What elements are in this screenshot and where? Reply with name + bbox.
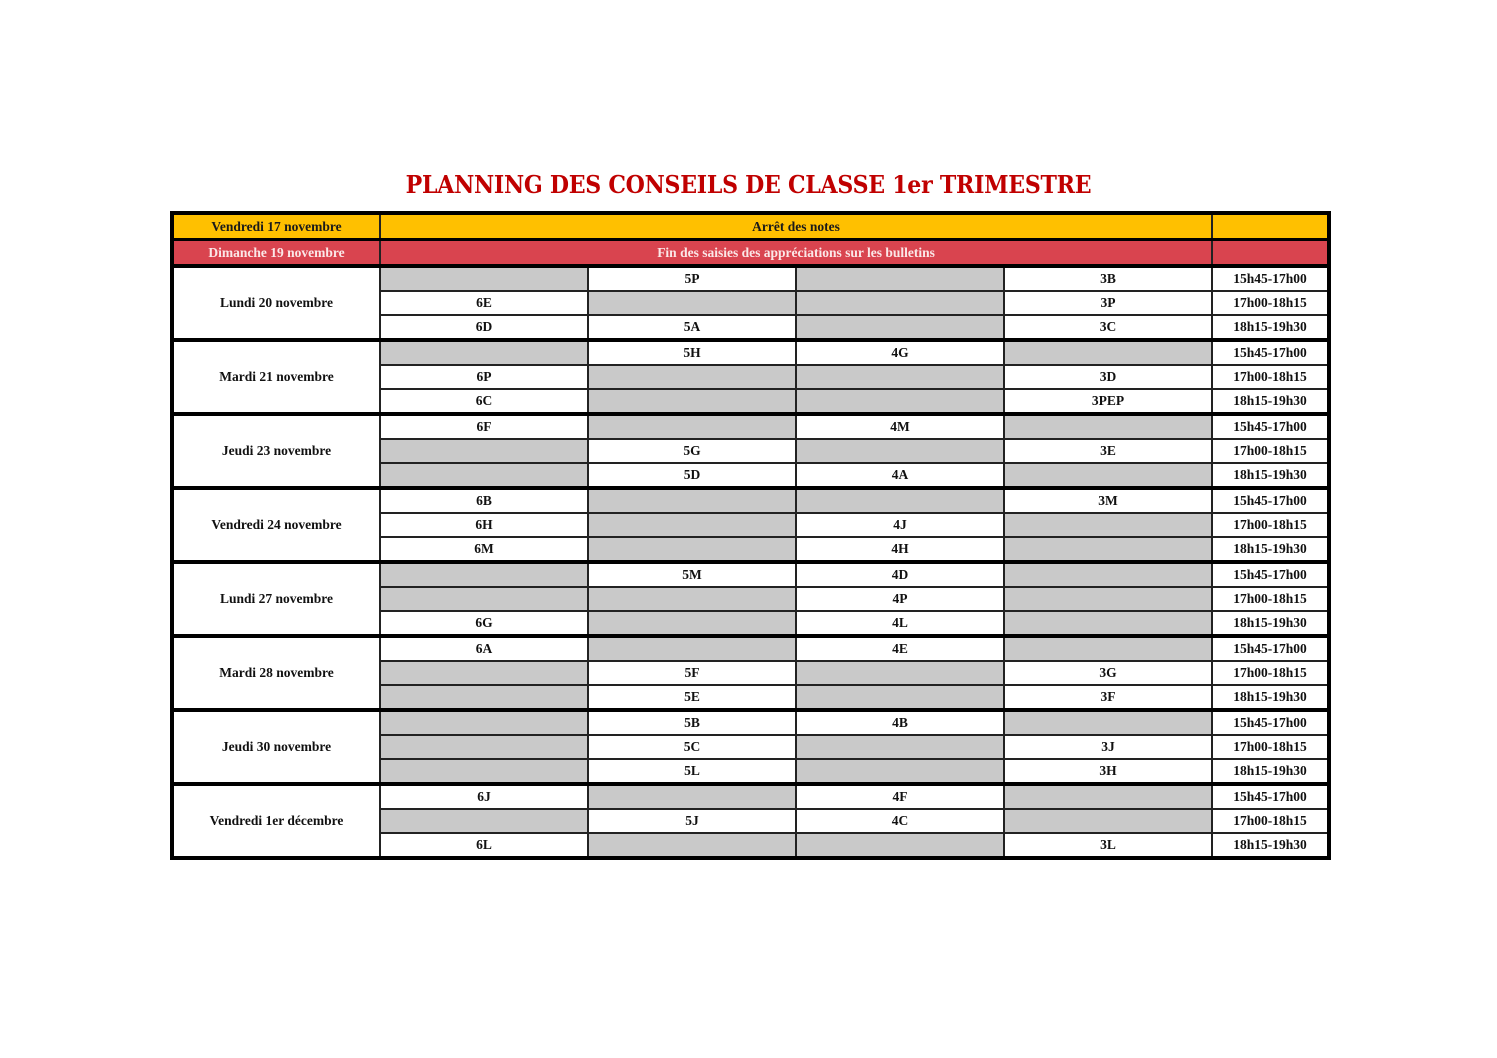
- empty-cell: [796, 735, 1004, 759]
- time-slot: 17h00-18h15: [1212, 439, 1329, 463]
- class-cell: 3B: [1004, 266, 1212, 291]
- empty-cell: [380, 735, 588, 759]
- time-slot: 15h45-17h00: [1212, 784, 1329, 809]
- schedule-row: [172, 710, 1329, 735]
- event-row: [172, 213, 1329, 240]
- schedule-row: [172, 562, 1329, 587]
- day-label-text: Lundi 20 novembre: [219, 295, 334, 310]
- empty-cell: [380, 562, 588, 587]
- empty-cell: [796, 488, 1004, 513]
- empty-cell: [588, 636, 796, 661]
- time-slot: 17h00-18h15: [1212, 661, 1329, 685]
- empty-cell: [796, 685, 1004, 710]
- time-slot: 17h00-18h15: [1212, 513, 1329, 537]
- empty-cell: [796, 291, 1004, 315]
- event-row: [172, 240, 1329, 267]
- empty-cell: [380, 340, 588, 365]
- class-cell: 5L: [588, 759, 796, 784]
- day-label-text: Vendredi 1er décembre: [209, 813, 344, 828]
- class-cell: 3L: [1004, 833, 1212, 858]
- empty-cell: [1004, 513, 1212, 537]
- empty-cell: [588, 587, 796, 611]
- event-time-empty: [1212, 213, 1329, 240]
- empty-cell: [1004, 710, 1212, 735]
- class-cell: 5C: [588, 735, 796, 759]
- empty-cell: [588, 784, 796, 809]
- class-cell: 4D: [796, 562, 1004, 587]
- day-label: [172, 636, 380, 710]
- empty-cell: [380, 439, 588, 463]
- empty-cell: [1004, 809, 1212, 833]
- empty-cell: [588, 611, 796, 636]
- class-cell: 5P: [588, 266, 796, 291]
- class-cell: 3D: [1004, 365, 1212, 389]
- class-cell: 6E: [380, 291, 588, 315]
- empty-cell: [380, 266, 588, 291]
- event-label: Fin des saisies des appréciations sur les bulletins: [380, 240, 1212, 267]
- time-slot: 17h00-18h15: [1212, 291, 1329, 315]
- class-cell: 4F: [796, 784, 1004, 809]
- class-cell: 5J: [588, 809, 796, 833]
- day-label: [172, 266, 380, 340]
- class-cell: 4J: [796, 513, 1004, 537]
- empty-cell: [380, 809, 588, 833]
- time-slot: 18h15-19h30: [1212, 833, 1329, 858]
- class-cell: 6P: [380, 365, 588, 389]
- day-label: [172, 710, 380, 784]
- empty-cell: [1004, 414, 1212, 439]
- empty-cell: [1004, 784, 1212, 809]
- empty-cell: [588, 833, 796, 858]
- empty-cell: [1004, 340, 1212, 365]
- class-cell: 5D: [588, 463, 796, 488]
- empty-cell: [588, 414, 796, 439]
- day-label: [172, 562, 380, 636]
- class-cell: 6H: [380, 513, 588, 537]
- class-cell: 5H: [588, 340, 796, 365]
- class-cell: 6A: [380, 636, 588, 661]
- time-slot: 17h00-18h15: [1212, 809, 1329, 833]
- day-label-text: Mardi 28 novembre: [219, 665, 334, 680]
- schedule-row: [172, 488, 1329, 513]
- class-cell: 4P: [796, 587, 1004, 611]
- time-slot: 17h00-18h15: [1212, 587, 1329, 611]
- empty-cell: [588, 389, 796, 414]
- time-slot: 17h00-18h15: [1212, 365, 1329, 389]
- time-slot: 15h45-17h00: [1212, 488, 1329, 513]
- empty-cell: [1004, 537, 1212, 562]
- event-time-empty: [1212, 240, 1329, 267]
- class-cell: 3E: [1004, 439, 1212, 463]
- empty-cell: [796, 389, 1004, 414]
- empty-cell: [380, 463, 588, 488]
- time-slot: 15h45-17h00: [1212, 266, 1329, 291]
- empty-cell: [1004, 636, 1212, 661]
- class-cell: 6L: [380, 833, 588, 858]
- empty-cell: [1004, 562, 1212, 587]
- page-title: PLANNING DES CONSEILS DE CLASSE 1er TRIMESTRE: [405, 170, 1092, 199]
- day-label-text: Lundi 27 novembre: [219, 591, 334, 606]
- class-cell: 4M: [796, 414, 1004, 439]
- empty-cell: [1004, 611, 1212, 636]
- empty-cell: [588, 291, 796, 315]
- empty-cell: [796, 365, 1004, 389]
- day-label: [172, 488, 380, 562]
- empty-cell: [588, 365, 796, 389]
- time-slot: 18h15-19h30: [1212, 315, 1329, 340]
- time-slot: 15h45-17h00: [1212, 710, 1329, 735]
- day-label-text: Jeudi 23 novembre: [221, 443, 332, 458]
- empty-cell: [1004, 587, 1212, 611]
- class-cell: 6D: [380, 315, 588, 340]
- time-slot: 18h15-19h30: [1212, 537, 1329, 562]
- class-cell: 3F: [1004, 685, 1212, 710]
- day-label-text: Jeudi 30 novembre: [221, 739, 332, 754]
- schedule-table: [170, 211, 1331, 860]
- time-slot: 18h15-19h30: [1212, 611, 1329, 636]
- day-label: [172, 340, 380, 414]
- class-cell: 4A: [796, 463, 1004, 488]
- empty-cell: [796, 759, 1004, 784]
- schedule-row: [172, 266, 1329, 291]
- event-date: Dimanche 19 novembre: [172, 240, 380, 267]
- class-cell: 3J: [1004, 735, 1212, 759]
- class-cell: 3M: [1004, 488, 1212, 513]
- time-slot: 18h15-19h30: [1212, 759, 1329, 784]
- schedule-row: [172, 636, 1329, 661]
- schedule-row: [172, 340, 1329, 365]
- empty-cell: [380, 587, 588, 611]
- class-cell: 6B: [380, 488, 588, 513]
- schedule-row: [172, 414, 1329, 439]
- class-cell: 5M: [588, 562, 796, 587]
- class-cell: 3C: [1004, 315, 1212, 340]
- day-label-text: Mardi 21 novembre: [219, 369, 334, 384]
- class-cell: 4C: [796, 809, 1004, 833]
- time-slot: 15h45-17h00: [1212, 562, 1329, 587]
- time-slot: 15h45-17h00: [1212, 340, 1329, 365]
- time-slot: 18h15-19h30: [1212, 463, 1329, 488]
- empty-cell: [380, 661, 588, 685]
- class-cell: 3P: [1004, 291, 1212, 315]
- day-label: [172, 784, 380, 858]
- time-slot: 15h45-17h00: [1212, 414, 1329, 439]
- empty-cell: [588, 513, 796, 537]
- time-slot: 18h15-19h30: [1212, 389, 1329, 414]
- empty-cell: [588, 488, 796, 513]
- empty-cell: [1004, 463, 1212, 488]
- empty-cell: [380, 685, 588, 710]
- class-cell: 6G: [380, 611, 588, 636]
- empty-cell: [796, 439, 1004, 463]
- class-cell: 4G: [796, 340, 1004, 365]
- time-slot: 17h00-18h15: [1212, 735, 1329, 759]
- empty-cell: [588, 537, 796, 562]
- time-slot: 15h45-17h00: [1212, 636, 1329, 661]
- class-cell: 4B: [796, 710, 1004, 735]
- class-cell: 6M: [380, 537, 588, 562]
- class-cell: 5E: [588, 685, 796, 710]
- class-cell: 3H: [1004, 759, 1212, 784]
- class-cell: 3PEP: [1004, 389, 1212, 414]
- class-cell: 3G: [1004, 661, 1212, 685]
- class-cell: 5G: [588, 439, 796, 463]
- day-label: [172, 414, 380, 488]
- empty-cell: [380, 759, 588, 784]
- class-cell: 6C: [380, 389, 588, 414]
- class-cell: 4E: [796, 636, 1004, 661]
- schedule-row: [172, 784, 1329, 809]
- event-label: Arrêt des notes: [380, 213, 1212, 240]
- empty-cell: [796, 833, 1004, 858]
- time-slot: 18h15-19h30: [1212, 685, 1329, 710]
- class-cell: 6F: [380, 414, 588, 439]
- empty-cell: [380, 710, 588, 735]
- class-cell: 4H: [796, 537, 1004, 562]
- class-cell: 5F: [588, 661, 796, 685]
- day-label-text: Vendredi 24 novembre: [211, 517, 342, 532]
- empty-cell: [796, 266, 1004, 291]
- class-cell: 4L: [796, 611, 1004, 636]
- class-cell: 5B: [588, 710, 796, 735]
- class-cell: 6J: [380, 784, 588, 809]
- event-date: Vendredi 17 novembre: [172, 213, 380, 240]
- empty-cell: [796, 661, 1004, 685]
- empty-cell: [796, 315, 1004, 340]
- class-cell: 5A: [588, 315, 796, 340]
